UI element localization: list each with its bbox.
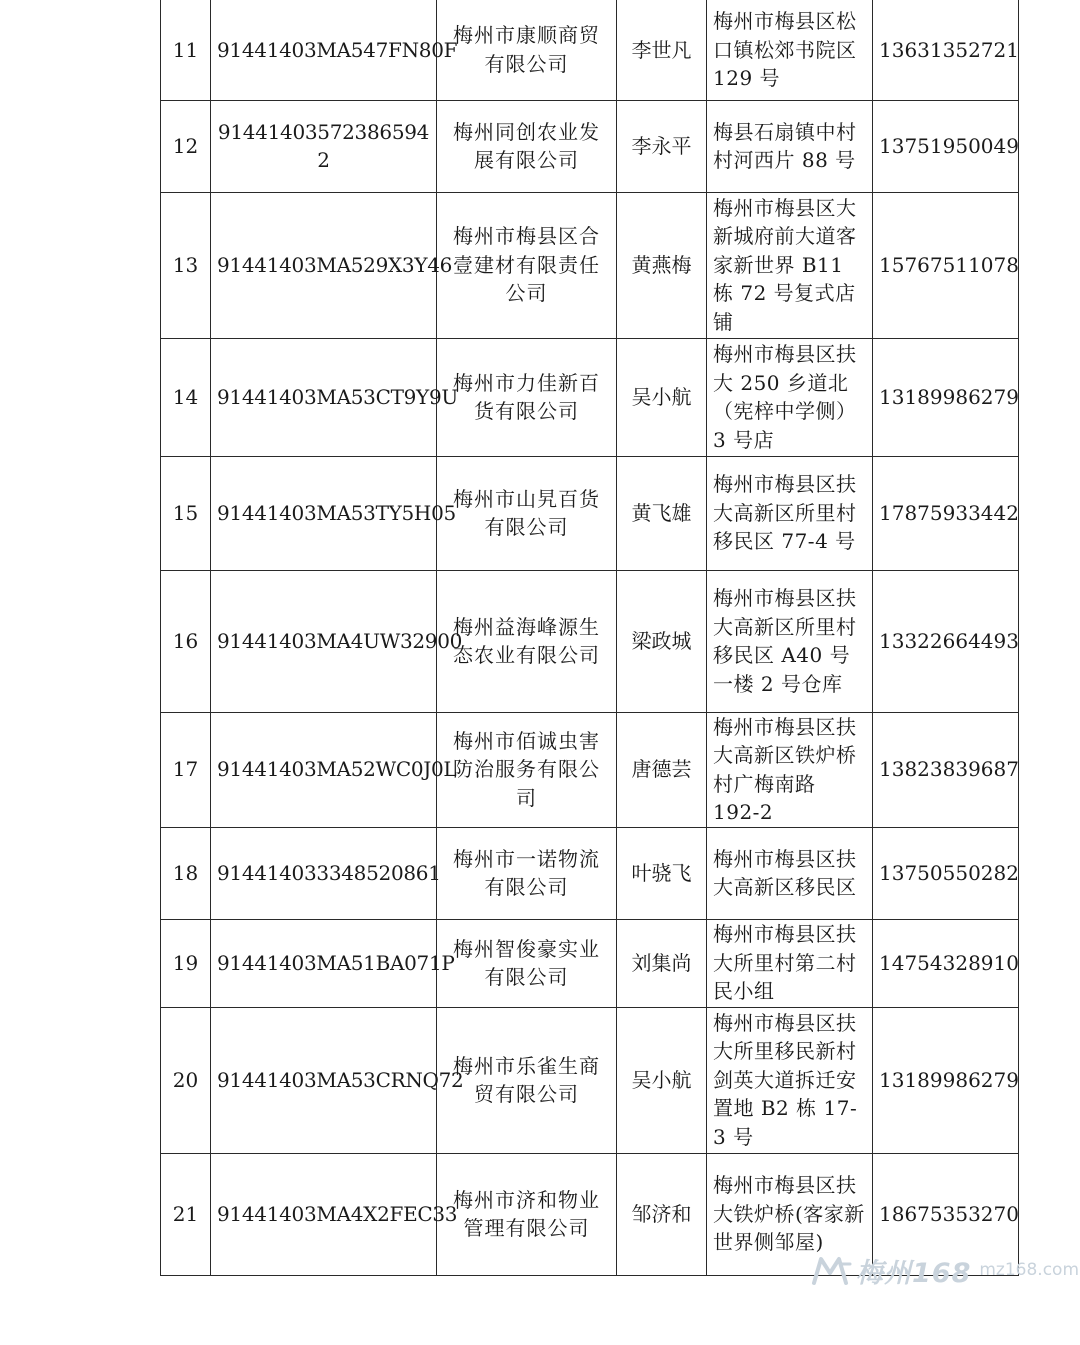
row-number: 12	[161, 100, 211, 192]
company-address: 梅州市梅县区松口镇松郊书院区 129 号	[707, 0, 873, 100]
contact-phone: 13823839687	[873, 712, 1019, 827]
company-address: 梅州市梅县区扶大 250 乡道北（宪梓中学侧）3 号店	[707, 338, 873, 456]
contact-phone: 13322664493	[873, 570, 1019, 712]
company-name: 梅州市乐雀生商贸有限公司	[437, 1007, 617, 1153]
legal-representative: 吴小航	[617, 338, 707, 456]
row-number: 19	[161, 919, 211, 1007]
contact-phone: 13189986279	[873, 338, 1019, 456]
contact-phone: 18675353270	[873, 1153, 1019, 1275]
company-name: 梅州市梅县区合壹建材有限责任公司	[437, 192, 617, 338]
contact-phone: 14754328910	[873, 919, 1019, 1007]
credit-code: 91441403MA53CRNQ72	[211, 1007, 437, 1153]
company-address: 梅州市梅县区扶大高新区所里村移民区 77-4 号	[707, 456, 873, 570]
row-number: 18	[161, 827, 211, 919]
company-name: 梅州市济和物业管理有限公司	[437, 1153, 617, 1275]
table-row	[161, 338, 1019, 456]
legal-representative: 梁政城	[617, 570, 707, 712]
legal-representative: 李永平	[617, 100, 707, 192]
contact-phone: 13750550282	[873, 827, 1019, 919]
company-address: 梅州市梅县区扶大所里村第二村民小组	[707, 919, 873, 1007]
table-row	[161, 919, 1019, 1007]
contact-phone: 13189986279	[873, 1007, 1019, 1153]
legal-representative: 唐德芸	[617, 712, 707, 827]
credit-code: 91441403572386594​2	[211, 100, 437, 192]
company-address: 梅州市梅县区扶大高新区移民区	[707, 827, 873, 919]
watermark-brand: 梅州168	[856, 1257, 972, 1289]
company-name: 梅州智俊豪实业有限公司	[437, 919, 617, 1007]
legal-representative: 黄燕梅	[617, 192, 707, 338]
company-name: 梅州市佰诚虫害防治服务有限公司	[437, 712, 617, 827]
row-number: 21	[161, 1153, 211, 1275]
credit-code: 91441403MA53CT9Y9U	[211, 338, 437, 456]
legal-representative: 吴小航	[617, 1007, 707, 1153]
row-number: 16	[161, 570, 211, 712]
contact-phone: 15767511078	[873, 192, 1019, 338]
credit-code: 91441403MA529X3Y46	[211, 192, 437, 338]
table-row	[161, 192, 1019, 338]
row-number: 20	[161, 1007, 211, 1153]
credit-code: 91441403MA4UW32900	[211, 570, 437, 712]
table-body	[161, 0, 1019, 1275]
table-row	[161, 1007, 1019, 1153]
company-address: 梅州市梅县区扶大所里移民新村剑英大道拆迁安置地 B2 栋 17-3 号	[707, 1007, 873, 1153]
row-number: 13	[161, 192, 211, 338]
credit-code: 91441403MA53TY5H05	[211, 456, 437, 570]
table-row	[161, 827, 1019, 919]
table-row	[161, 0, 1019, 100]
credit-code: 914414033348520861	[211, 827, 437, 919]
legal-representative: 刘集尚	[617, 919, 707, 1007]
legal-representative: 叶骁飞	[617, 827, 707, 919]
table-row	[161, 456, 1019, 570]
legal-representative: 邹济和	[617, 1153, 707, 1275]
row-number: 14	[161, 338, 211, 456]
row-number: 15	[161, 456, 211, 570]
table-row	[161, 100, 1019, 192]
credit-code: 91441403MA4X2FEC33	[211, 1153, 437, 1275]
company-name: 梅州同创农业发展有限公司	[437, 100, 617, 192]
company-address: 梅州市梅县区扶大铁炉桥(客家新世界侧邹屋)	[707, 1153, 873, 1275]
credit-code: 91441403MA51BA071P	[211, 919, 437, 1007]
contact-phone: 13631352721	[873, 0, 1019, 100]
legal-representative: 黄飞雄	[617, 456, 707, 570]
table-row	[161, 712, 1019, 827]
company-address: 梅县石扇镇中村村河西片 88 号	[707, 100, 873, 192]
company-table	[160, 0, 1019, 1276]
company-name: 梅州市山旯百货有限公司	[437, 456, 617, 570]
company-address: 梅州市梅县区大新城府前大道客家新世界 B11 栋 72 号复式店铺	[707, 192, 873, 338]
company-address: 梅州市梅县区扶大高新区所里村移民区 A40 号一楼 2 号仓库	[707, 570, 873, 712]
row-number: 11	[161, 0, 211, 100]
watermark-url: mz168.com	[979, 1260, 1080, 1280]
site-watermark	[812, 1248, 1080, 1292]
table-row	[161, 570, 1019, 712]
m-logo-icon	[812, 1255, 852, 1285]
contact-phone: 13751950049	[873, 100, 1019, 192]
company-name: 梅州市一诺物流有限公司	[437, 827, 617, 919]
credit-code: 91441403MA547FN80F	[211, 0, 437, 100]
company-name: 梅州市力佳新百货有限公司	[437, 338, 617, 456]
contact-phone: 17875933442	[873, 456, 1019, 570]
credit-code: 91441403MA52WC0J0L	[211, 712, 437, 827]
company-name: 梅州益海峰源生态农业有限公司	[437, 570, 617, 712]
company-name: 梅州市康顺商贸有限公司	[437, 0, 617, 100]
company-address: 梅州市梅县区扶大高新区铁炉桥村广梅南路 192-2	[707, 712, 873, 827]
legal-representative: 李世凡	[617, 0, 707, 100]
row-number: 17	[161, 712, 211, 827]
